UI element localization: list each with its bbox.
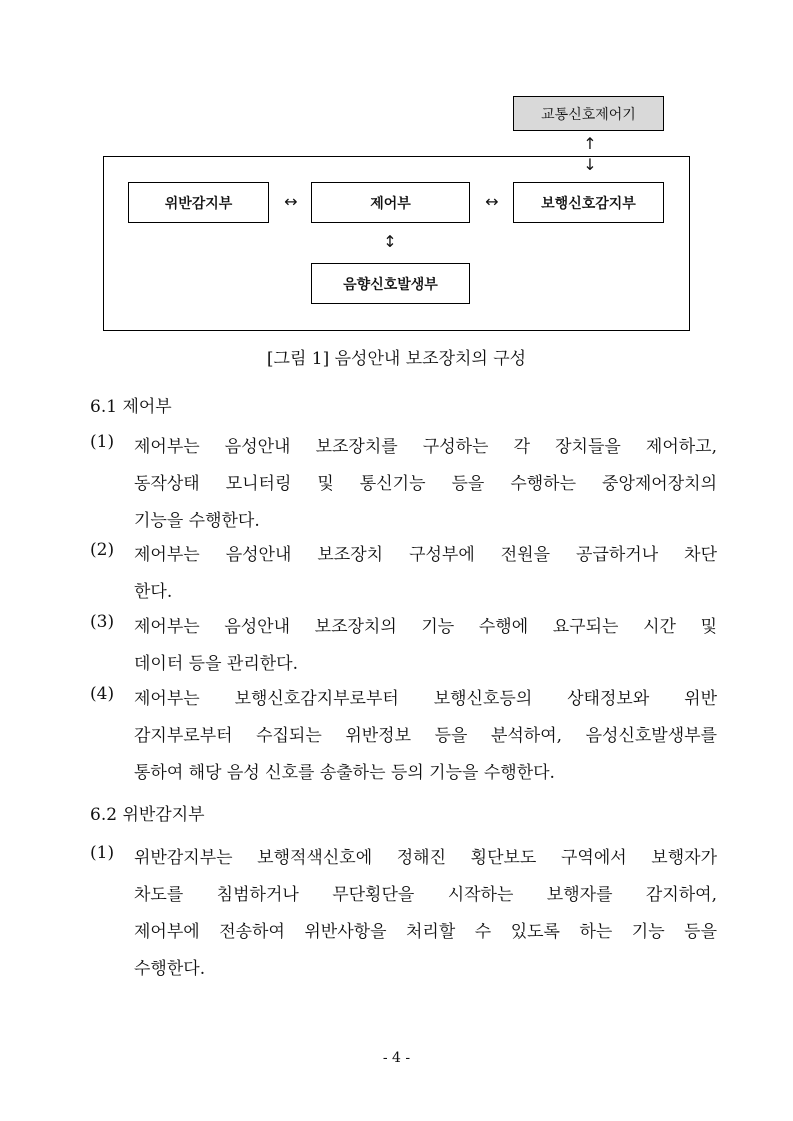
violation-detector-label: 위반감지부 [164,195,233,212]
arrow-down-icon: ↓ [583,155,597,174]
page-number: - 4 - [382,1050,411,1066]
arrow-lr-icon: ↔ [284,192,298,211]
item-line: 감지부로부터 수집되는 위반정보 등을 분석하여, 음성신호발생부를 [134,726,717,746]
arrow-ud-icon: ↕ [383,232,397,251]
traffic-controller-label: 교통신호제어기 [541,106,636,123]
item-line: 제어부는 보행신호감지부로부터 보행신호등의 상태정보와 위반 [134,689,717,709]
item-line: 수행한다. [134,959,206,979]
item-line: 데이터 등을 관리한다. [134,654,299,674]
item-line: 기능을 수행한다. [134,511,260,531]
item-line: 차도를 침범하거나 무단횡단을 시작하는 보행자를 감지하여, [134,885,717,905]
item-line: 제어부에 전송하여 위반사항을 처리할 수 있도록 하는 기능 등을 [134,922,717,942]
control-unit-label: 제어부 [370,195,411,212]
item-line: 제어부는 음성안내 보조장치를 구성하는 각 장치들을 제어하고, [134,437,717,457]
audio-generator-label: 음향신호발생부 [343,276,438,293]
figure-caption: [그림 1] 음성안내 보조장치의 구성 [266,349,527,369]
section-heading: 6.2 위반감지부 [90,805,205,825]
audio-generator-box [311,263,470,304]
item-line: 위반감지부는 보행적색신호에 정해진 횡단보도 구역에서 보행자가 [134,848,717,868]
pedestrian-signal-detector-box [513,182,664,223]
item-line: 제어부는 음성안내 보조장치의 기능 수행에 요구되는 시간 및 [134,617,717,637]
section-heading: 6.1 제어부 [90,397,172,417]
item-line: 통하여 해당 음성 신호를 송출하는 등의 기능을 수행한다. [134,763,555,783]
item-line: 제어부는 음성안내 보조장치 구성부에 전원을 공급하거나 차단 [134,545,717,565]
traffic-controller-box [513,96,664,131]
item-line: 한다. [134,582,173,602]
item-number: (1) [90,432,115,452]
pedestrian-signal-detector-label: 보행신호감지부 [541,195,636,212]
item-number: (2) [90,540,115,560]
item-number: (3) [90,612,115,632]
arrow-up-icon: ↑ [583,134,597,153]
arrow-lr-icon: ↔ [485,192,499,211]
item-line: 동작상태 모니터링 및 통신기능 등을 수행하는 중앙제어장치의 [134,474,717,494]
control-unit-box [311,182,470,223]
item-number: (4) [90,684,115,704]
item-number: (1) [90,843,115,863]
violation-detector-box [128,182,269,223]
